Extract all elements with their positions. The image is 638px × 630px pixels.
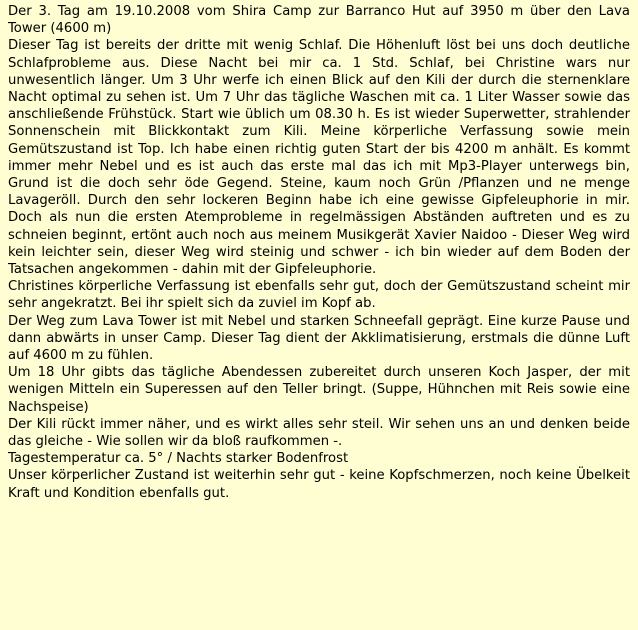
paragraph-condition: Unser körperlicher Zustand ist weiterhin sehr gut - keine Kopfschmerzen, noch keine Übelkeit Kraft und Kondition ebenfalls gut. bbox=[8, 468, 630, 501]
entry-title: Der 3. Tag am 19.10.2008 vom Shira Camp zur Barranco Hut auf 3950 m über den Lava Tower (4600 m) bbox=[8, 4, 630, 37]
paragraph-kili: Der Kili rückt immer näher, und es wirkt alles sehr steil. Wir sehen uns an und denken beide das gleiche - Wie sollen wir da bloß raufkommen -. bbox=[8, 416, 630, 450]
paragraph-temperature: Tagestemperatur ca. 5° / Nachts starker Bodenfrost bbox=[8, 451, 349, 467]
paragraph-christine: Christines körperliche Verfassung ist ebenfalls sehr gut, doch der Gemütszustand scheint mir sehr angekratzt. Bei ihr spielt sich da zuviel im Kopf ab. bbox=[8, 279, 630, 312]
paragraph-dinner: Um 18 Uhr gibts das tägliche Abendessen zubereitet durch unseren Koch Jasper, der mit wenigen Mitteln ein Superessen auf den Teller bringt. (Suppe, Hühnchen mit Reis sowie eine Nachspeise) bbox=[8, 365, 630, 415]
paragraph-night-and-ascent: Dieser Tag ist bereits der dritte mit wenig Schlaf. Die Höhenluft löst bei uns doch deutliche Schlafprobleme aus. Diese Nacht bei mir ca. 1 Std. Schlaf, bei Christine wars nur unwesentlich länger. Um 3 Uhr werfe ich einen Blick auf den Kili der durch die sternenklare Nacht optimal zu sehen ist. Um 7 Uhr das tägliche Waschen mit ca. 1 Liter Wasser sowie das anschließende Frühstück. Start wie üblich um 08.30 h. Es ist wieder Superwetter, strahlender Sonnenschein mit Blickkontakt zum Kili. Meine körperliche Verfassung sowie mein Gemütszustand ist Top. Ich habe einen richtig guten Start der bis 4200 m anhält. Es kommt immer mehr Nebel und es ist auch das erste mal das ich mit Mp3-Player unterwegs bin, Grund ist die doch sehr öde Gegend. Steine, kaum noch Grün /Pflanzen und ne menge Lavageröll. Durch den sehr lockeren Beginn habe ich eine gewisse Gipfeleuphorie in mir. Doch als nun die ersten Atemprobleme in regelmässigen Abständen auftreten und es zu schneien beginnt, ertönt auch noch aus meinem Musikgerät Xavier Naidoo - Dieser Weg wird kein leichter sein, dieser Weg wird steinig und schwer - ich bin wieder auf dem Boden der Tatsachen angekommen - dahin mit der Gipfeleuphorie. bbox=[8, 38, 630, 278]
paragraph-lava-tower: Der Weg zum Lava Tower ist mit Nebel und starken Schneefall geprägt. Eine kurze Pause und dann abwärts in unser Camp. Dieser Tag dient der Akklimatisierung, erstmals die dünne Luft auf 4600 m zu fühlen. bbox=[8, 313, 630, 364]
